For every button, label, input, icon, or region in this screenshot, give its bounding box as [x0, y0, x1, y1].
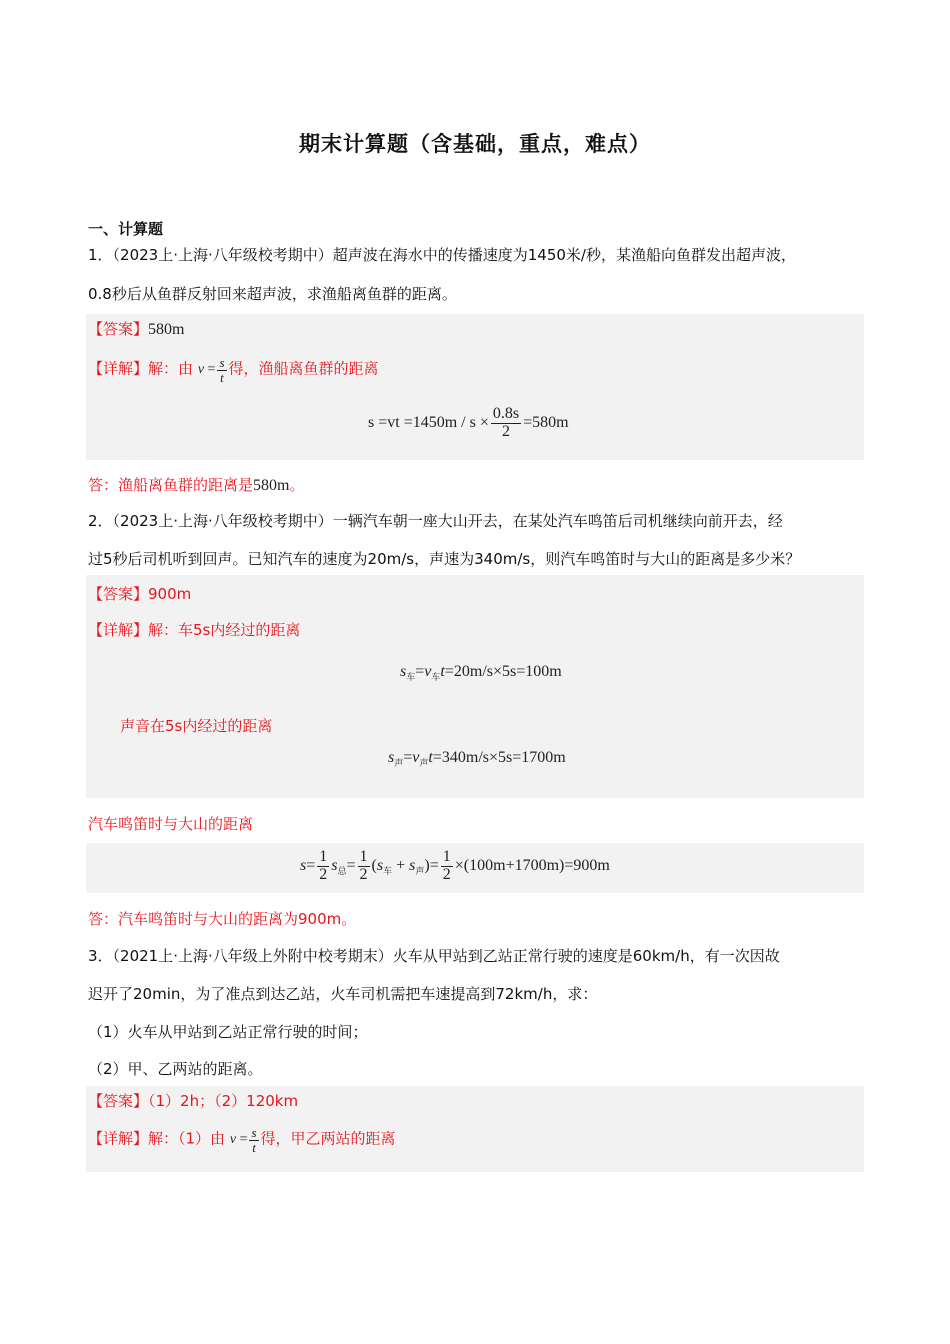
question-3-sub-1: （1）火车从甲站到乙站正常行驶的时间；	[88, 1023, 368, 1041]
question-3-answer: 【答案】（1）2h；（2）120km	[88, 1092, 299, 1110]
question-1-answer: 【答案】580m	[88, 320, 185, 338]
question-2-conclusion: 答：汽车鸣笛时与大山的距离为900m。	[88, 910, 357, 928]
question-2-solution-box	[86, 575, 864, 798]
question-1-answer-value: 580m	[148, 321, 185, 338]
question-3-solution-box	[86, 1086, 864, 1172]
question-3-line-1: 3．（2021上·上海·八年级上外附中校考期末）火车从甲站到乙站正常行驶的速度是60km/h，有一次因故	[88, 947, 780, 965]
question-2-answer: 【答案】900m	[88, 585, 192, 603]
question-2-formula-1: $s_车=v_车t=20m/s\times 5s=100m$	[400, 663, 562, 683]
question-2-formula-3-box	[86, 843, 864, 893]
question-1-detail: 【详解】解：由 v = $\frac{s}{t}$ 得，渔船离鱼群的距离	[88, 355, 379, 385]
question-2-distance-text: 汽车鸣笛时与大山的距离	[88, 815, 254, 833]
question-1-line-2: 0.8秒后从鱼群反射回来超声波，求渔船离鱼群的距离。	[88, 285, 457, 303]
question-2-detail: 【详解】解：车5s内经过的距离	[88, 621, 301, 639]
question-2-formula-2: $s_声=v_声t=340m/s\times 5s=1700m$	[388, 749, 566, 769]
section-heading: 一、计算题	[88, 220, 164, 238]
question-3-detail: 【详解】解：（1）由 v = $\frac{s}{t}$ 得，甲乙两站的距离	[88, 1125, 396, 1155]
question-1-formula: s =vt =1450m / s × $\frac{0.8s}{2}$ =580m	[368, 405, 569, 440]
question-2-formula-3: s= $\frac{1}{2}$ $s_总=$ $\frac{1}{2}$ $(s_车 + s_声)=$ $\frac{1}{2}$ ×(100m+1700m)=900m	[300, 848, 610, 883]
question-1-conclusion: 答：渔船离鱼群的距离是580m。	[88, 476, 305, 494]
question-2-sound-text: 声音在5s内经过的距离	[120, 717, 273, 735]
question-2-line-2: 过5秒后司机听到回声。已知汽车的速度为20m/s，声速为340m/s，则汽车鸣笛时与大山的距离是多少米？	[88, 550, 801, 568]
page-title: 期末计算题（含基础，重点，难点）	[299, 132, 651, 156]
question-2-line-1: 2．（2023上·上海·八年级校考期中）一辆汽车朝一座大山开去，在某处汽车鸣笛后司机继续向前开去，经	[88, 512, 783, 530]
question-3-line-2: 迟开了20min，为了准点到达乙站，火车司机需把车速提高到72km/h，求：	[88, 985, 598, 1003]
question-1-solution-box	[86, 314, 864, 460]
question-1-line-1: 1．（2023上·上海·八年级校考期中）超声波在海水中的传播速度为1450米/秒，某渔船向鱼群发出超声波，	[88, 246, 796, 264]
question-3-sub-2: （2）甲、乙两站的距离。	[88, 1060, 263, 1078]
